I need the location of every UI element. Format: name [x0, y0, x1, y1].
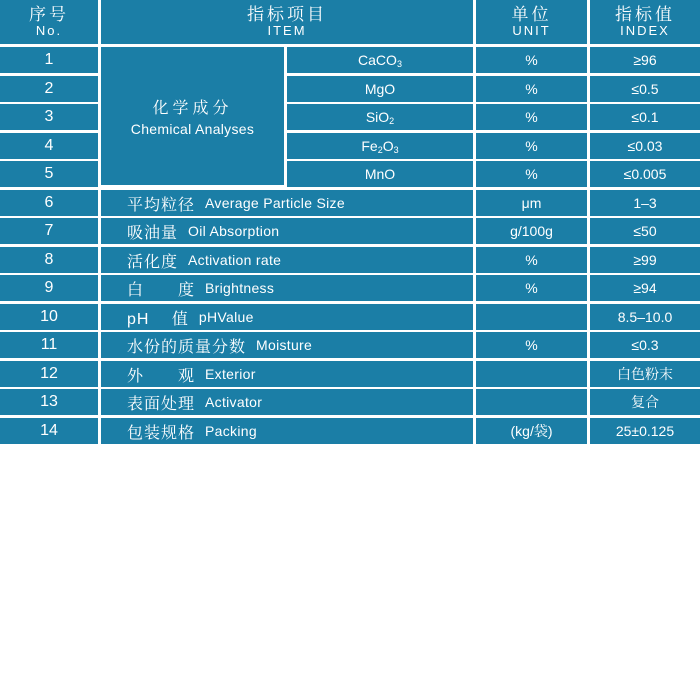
row-unit: % [525, 166, 538, 182]
unit-cell [476, 190, 587, 216]
chem-formula [361, 138, 398, 154]
row-unit: % [525, 280, 538, 296]
row-value: ≤0.3 [631, 337, 659, 353]
row-no-cell [0, 275, 98, 301]
value-cell [590, 332, 700, 358]
row-value: ≤0.005 [623, 166, 667, 182]
value-cell [590, 247, 700, 273]
item-zh: 白 度 [127, 281, 196, 299]
item-zh: 水份的质量分数 [127, 338, 247, 356]
row-no: 6 [44, 194, 54, 211]
value-cell [590, 104, 700, 130]
value-cell [590, 47, 700, 73]
value-cell [590, 275, 700, 301]
unit-cell [476, 304, 587, 330]
row-unit: % [525, 109, 538, 125]
item-zh: 平均粒径 [127, 196, 196, 214]
row-no-cell [0, 361, 98, 387]
chem-formula [366, 109, 394, 125]
item-cell [101, 389, 473, 415]
value-cell [590, 361, 700, 387]
chem-formula [365, 166, 395, 182]
formula-subscript: 3 [393, 145, 399, 155]
item-zh: 活化度 [127, 253, 179, 271]
row-value: ≤0.5 [631, 81, 659, 97]
value-cell [590, 218, 700, 244]
item-en: Average Particle Size [205, 195, 345, 211]
row-no: 13 [40, 393, 58, 410]
formula-text: MgO [364, 81, 396, 97]
row-no-cell [0, 104, 98, 130]
item-zh: 外 观 [127, 367, 196, 385]
row-no: 12 [40, 365, 58, 382]
item-zh: 吸油量 [127, 224, 179, 242]
chem-formula [358, 52, 402, 68]
row-no: 5 [44, 165, 54, 182]
value-cell [590, 76, 700, 102]
item-cell [101, 418, 473, 444]
item-cell [101, 332, 473, 358]
unit-cell [476, 389, 587, 415]
row-no-cell [0, 418, 98, 444]
chem-group-en: Chemical Analyses [130, 121, 255, 137]
header-no-cell [0, 0, 98, 44]
header-item-cell [101, 0, 473, 44]
row-unit: % [525, 138, 538, 154]
formula-subscript: 2 [377, 145, 383, 155]
value-cell [590, 190, 700, 216]
item-cell [101, 190, 473, 216]
header-unit-cell [476, 0, 587, 44]
row-no-cell [0, 218, 98, 244]
row-no-cell [0, 76, 98, 102]
item-en: pHValue [198, 309, 254, 325]
row-no-cell [0, 304, 98, 330]
row-unit: % [525, 252, 538, 268]
row-unit: (kg/袋) [510, 423, 553, 439]
formula-text: CaCO [358, 52, 397, 68]
row-value: 复合 [631, 394, 659, 410]
row-no: 4 [44, 137, 54, 154]
row-no-cell [0, 133, 98, 159]
chem-formula [365, 81, 395, 97]
row-value: 25±0.125 [615, 423, 675, 439]
item-en: Packing [205, 423, 257, 439]
header-unit-en: UNIT [512, 23, 551, 39]
formula-subscript: 3 [396, 59, 402, 69]
unit-cell [476, 332, 587, 358]
row-no-cell [0, 47, 98, 73]
header-item-zh: 指标项目 [247, 5, 327, 25]
formula-cell [287, 47, 473, 73]
unit-cell [476, 76, 587, 102]
row-value: 8.5–10.0 [617, 309, 673, 325]
header-no-en: No. [35, 23, 63, 39]
row-no: 7 [44, 222, 54, 239]
item-en: Exterior [205, 366, 256, 382]
item-en: Moisture [256, 337, 313, 353]
value-cell [590, 133, 700, 159]
row-value: ≥96 [633, 52, 657, 68]
item-zh: 表面处理 [127, 395, 196, 413]
row-no: 3 [44, 108, 54, 125]
formula-cell [287, 104, 473, 130]
unit-cell [476, 247, 587, 273]
formula-text: Fe [361, 138, 378, 154]
row-no-cell [0, 161, 98, 187]
chem-group-cell [101, 47, 284, 185]
row-unit: g/100g [510, 223, 553, 239]
row-no: 2 [44, 80, 54, 97]
row-value: 白色粉末 [617, 366, 673, 382]
row-no: 11 [40, 336, 58, 353]
value-cell [590, 418, 700, 444]
row-value: ≤0.1 [631, 109, 659, 125]
item-en: Brightness [205, 280, 275, 296]
item-en: Oil Absorption [188, 223, 280, 239]
row-no: 8 [44, 251, 54, 268]
row-no-cell [0, 190, 98, 216]
chem-group-zh: 化学成分 [152, 100, 233, 117]
unit-cell [476, 133, 587, 159]
row-unit: % [525, 337, 538, 353]
row-unit: % [525, 81, 538, 97]
header-unit-zh: 单位 [511, 5, 552, 25]
row-value: ≤50 [633, 223, 657, 239]
unit-cell [476, 218, 587, 244]
header-no-zh: 序号 [29, 5, 69, 25]
row-unit: μm [521, 195, 542, 211]
value-cell [590, 389, 700, 415]
unit-cell [476, 104, 587, 130]
formula-cell [287, 133, 473, 159]
row-no: 14 [40, 422, 58, 439]
unit-cell [476, 161, 587, 187]
row-value: 1–3 [633, 195, 657, 211]
row-value: ≤0.03 [627, 138, 663, 154]
value-cell [590, 161, 700, 187]
item-en: Activator [205, 394, 263, 410]
header-index-en: INDEX [620, 23, 670, 39]
item-cell [101, 361, 473, 387]
row-unit: % [525, 52, 538, 68]
unit-cell [476, 418, 587, 444]
item-zh: 包装规格 [127, 424, 196, 442]
formula-cell [287, 76, 473, 102]
item-cell [101, 247, 473, 273]
unit-cell [476, 361, 587, 387]
formula-cell [287, 161, 473, 187]
value-cell [590, 304, 700, 330]
header-index-cell [590, 0, 700, 44]
row-no-cell [0, 389, 98, 415]
unit-cell [476, 47, 587, 73]
header-item-en: ITEM [267, 23, 307, 39]
row-value: ≥99 [633, 252, 657, 268]
row-no: 1 [44, 51, 54, 68]
formula-text: SiO [365, 109, 390, 125]
item-cell [101, 218, 473, 244]
formula-text: O [382, 138, 394, 154]
item-en: Activation rate [188, 252, 282, 268]
header-index-zh: 指标值 [615, 5, 675, 25]
row-value: ≥94 [633, 280, 657, 296]
row-no-cell [0, 332, 98, 358]
row-no: 9 [44, 279, 54, 296]
formula-subscript: 2 [389, 116, 395, 126]
unit-cell [476, 275, 587, 301]
row-no-cell [0, 247, 98, 273]
item-cell [101, 275, 473, 301]
row-no: 10 [40, 308, 58, 325]
formula-text: MnO [364, 166, 396, 182]
item-zh: pH 值 [127, 310, 189, 328]
item-cell [101, 304, 473, 330]
